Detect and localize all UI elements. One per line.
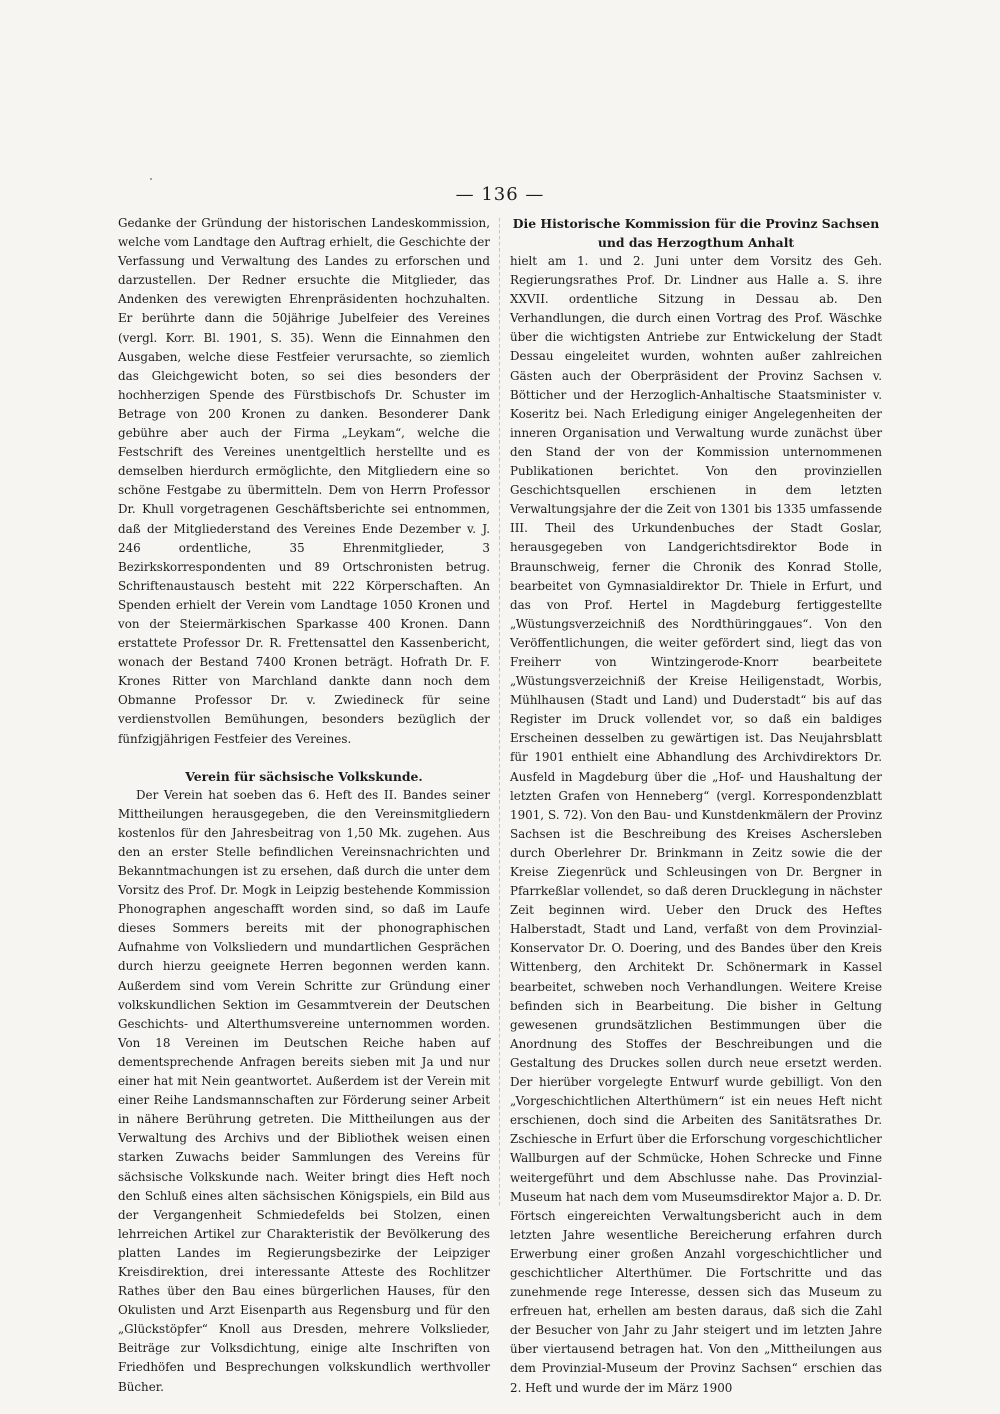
print-speck bbox=[150, 178, 152, 180]
left-paragraph-volkskunde: Der Verein hat soeben das 6. Heft des II. Bandes seiner Mittheilungen herausgegeben, die den Vereinsmitgliedern kostenlos für den Jahresbeitrag von 1,50 Mk. zugehen. Aus den an erster Stelle befindlichen Vereinsnachrichten und Bekanntmachungen ist zu ersehen, daß durch die unter dem Vorsitz des Prof. Dr. Mogk in Leipzig bestehende Kommission Phonographen angeschafft worden sind, so daß im Laufe dieses Sommers bereits mit der phonographischen Aufnahme von Volksliedern und mundartlichen Gesprächen durch hierzu geeignete Herren begonnen werden kann. Außerdem sind vom Verein Schritte zur Gründung einer volkskundlichen Sektion im Gesammtverein der Deutschen Geschichts- und Alterthumsvereine unternommen worden. Von 18 Vereinen im Deutschen Reiche haben auf dementsprechende Anfragen bereits sieben mit Ja und nur einer hat mit Nein geantwortet. Außerdem ist der Verein mit einer Reihe Landsmannschaften zur Förderung seiner Arbeit in nähere Berührung getreten. Die Mittheilungen aus der Verwaltung des Archivs und der Bibliothek weisen einen starken Zuwachs beider Sammlungen des Vereins für sächsische Volkskunde nach. Weiter bringt dies Heft noch den Schluß eines alten sächsischen Königspiels, ein Bild aus der Vergangenheit Schmiedefelds bei Stolzen, einen lehrreichen Artikel zur Charakteristik der Bevölkerung des platten Landes im Regierungsbezirke der Leipziger Kreisdirektion, drei interessante Atteste des Rochlitzer Rathes über den Bau eines bürgerlichen Hauses, für den Okulisten und Arzt Eisenparth aus Regensburg und für den „Glückstöpfer“ Knoll aus Dresden, mehrere Volkslieder, Beiträge zur Volksdichtung, einige alte Inschriften von Friedhöfen und Besprechungen volkskundlich werthvoller Bücher. bbox=[118, 787, 490, 1394]
right-paragraph-kommission: hielt am 1. und 2. Juni unter dem Vorsitz des Geh. Regierungsrathes Prof. Dr. Lindner aus Halle a. S. ihre XXVII. ordentliche Sitzung in Dessau ab. Den Verhandlungen, die durch einen Vortrag des Prof. Wäschke über die wichtigsten Antriebe zur Entwickelung der Stadt Dessau eingeleitet wurden, wohnten außer zahlreichen Gästen auch der Oberpräsident der Provinz Sachsen v. Bötticher und der Herzoglich-Anhaltische Staatsminister v. Koseritz bei. Nach Erledigung einiger Angelegenheiten der inneren Organisation und Verwaltung wurde zunächst über den Stand der von der Kommission unternommenen Publikationen berichtet. Von den provinziellen Geschichtsquellen erschienen in dem letzten Verwaltungsjahre der die Zeit von 1301 bis 1335 umfassende III. Theil des Urkundenbuches der Stadt Goslar, herausgegeben von Landgerichtsdirektor Bode in Braunschweig, ferner die Chronik des Konrad Stolle, bearbeitet von Gymnasialdirektor Dr. Thiele in Erfurt, und das von Prof. Hertel in Magdeburg fertiggestellte „Wüstungsverzeichniß des Nordthüringgaues“. Von den Veröffentlichungen, die weiter gefördert sind, liegt das von Freiherr von Wintzingerode-Knorr bearbeitete „Wüstungsverzeichniß der Kreise Heiligenstadt, Worbis, Mühlhausen (Stadt und Land) und Duderstadt“ bis auf das Register im Druck vollendet vor, so daß ein baldiges Erscheinen desselben zu gewärtigen ist. Das Neujahrsblatt für 1901 enthielt eine Abhandlung des Archivdirektors Dr. Ausfeld in Magdeburg über die „Hof- und Haushaltung der letzten Grafen von Henneberg“ (vergl. Korrespondenzblatt 1901, S. 72). Von den Bau- und Kunstdenkmälern der Provinz Sachsen ist die Beschreibung des Kreises Aschersleben durch Oberlehrer Dr. Brinkmann in Zeitz sowie die der Kreise Ziegenrück und Schleusingen von Dr. Bergner in Pfarrkeßlar vollendet, so daß deren Drucklegung in nächster Zeit beginnen wird. Ueber den Druck des Heftes Halberstadt, Stadt und Land, verfaßt von dem Provinzial-Konservator Dr. O. Doering, und des Bandes über den Kreis Wittenberg, den Architekt Dr. Schönermark in Kassel bearbeitet, schweben noch Verhandlungen. Weitere Kreise befinden sich in Bearbeitung. Die bisher in Geltung gewesenen grundsätzlichen Bestimmungen über die Anordnung des Stoffes der Beschreibungen und die Gestaltung des Druckes sollen durch neue ersetzt werden. Der hierüber vorgelegte Entwurf wurde gebilligt. Von den „Vorgeschichtlichen Alterthümern“ ist ein neues Heft nicht erschienen, doch sind die Arbeiten des Sanitätsrathes Dr. Zschiesche in Erfurt über die Erforschung vorgeschichtlicher Wallburgen auf der Schmücke, Hohen Schrecke und Finne weitergeführt und dem Abschlusse nahe. Das Provinzial-Museum hat nach dem vom Museumsdirektor Major a. D. Dr. Förtsch eingereichten Verwaltungsbericht auch in dem letzten Jahre wesentliche Bereicherung erfahren durch Erwerbung einer großen Anzahl vorgeschichtlicher und geschichtlicher Alterthümer. Die Fortschritte und das zunehmende rege Interesse, dessen sich das Museum zu erfreuen hat, erhellen am besten daraus, daß sich die Zahl der Besucher von Jahr zu Jahr steigert und im letzten Jahre über viertausend betragen hat. Von den „Mittheilungen aus dem Provinzial-Museum der Provinz Sachsen“ erschien das 2. Heft und wurde der im März 1900 bbox=[510, 254, 882, 1395]
left-paragraph-continued: Gedanke der Gründung der historischen Landeskommission, welche vom Landtage den Auftrag erhielt, die Geschichte der Verfassung und Verwaltung des Landes zu erforschen und darzustellen. Der Redner ersuchte die Mitglieder, das Andenken des verewigten Ehrenpräsidenten hochzuhalten. Er berührte dann die 50jährige Jubelfeier des Vereines (vergl. Korr. Bl. 1901, S. 35). Wenn die Einnahmen den Ausgaben, welche diese Festfeier verursachte, so ziemlich das Gleichgewicht boten, so sei dies besonders der hochherzigen Spende des Fürstbischofs Dr. Schuster im Betrage von 200 Kronen zu danken. Besonderer Dank gebühre aber auch der Firma „Leykam“, welche die Festschrift des Vereines unentgeltlich herstellte und es demselben hierdurch ermöglichte, den Mitgliedern eine so schöne Festgabe zu übermitteln. Dem von Herrn Professor Dr. Khull vorgetragenen Geschäftsberichte sei entnommen, daß der Mitgliederstand des Vereines Ende Dezember v. J. 246 ordentliche, 35 Ehrenmitglieder, 3 Bezirkskorrespondenten und 89 Ortschronisten betrug. Schriftenaustausch besteht mit 222 Körperschaften. An Spenden erhielt der Verein vom Landtage 1050 Kronen und von der Steiermärkischen Sparkasse 400 Kronen. Dann erstattete Professor Dr. R. Frettensattel den Kassenbericht, wonach der Bestand 7400 Kronen beträgt. Hofrath Dr. F. Krones Ritter von Marchland dankte dann noch dem Obmanne Professor Dr. v. Zwiedineck für seine verdienstvollen Bemühungen, besonders bezüglich der fünfzigjährigen Festfeier des Vereines. bbox=[118, 216, 490, 746]
right-column bbox=[510, 214, 882, 1398]
section-heading-volkskunde: Verein für sächsische Volkskunde. bbox=[185, 768, 423, 784]
column-divider bbox=[499, 218, 500, 1208]
left-column bbox=[118, 214, 490, 1397]
page-number: — 136 — bbox=[455, 184, 545, 205]
section-heading-historische-kommission: Die Historische Kommission für die Provinz Sachsen und das Herzogthum Anhalt bbox=[512, 216, 880, 250]
